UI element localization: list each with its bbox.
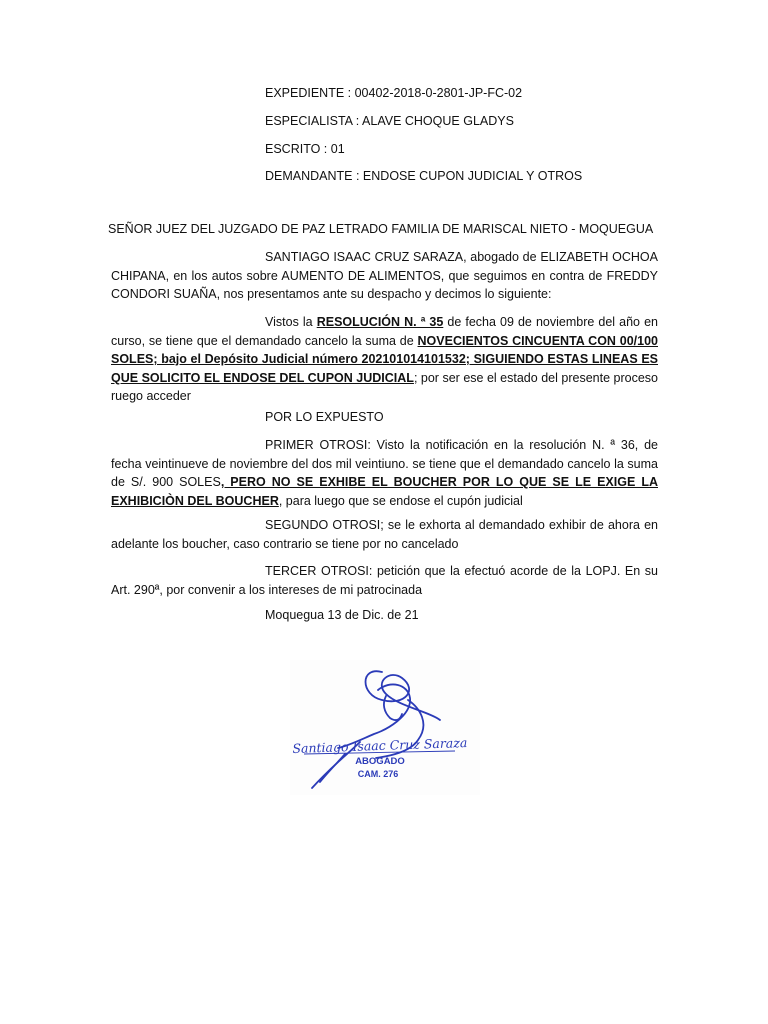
primer-otrosi-paragraph: [111, 436, 658, 510]
vistos-paragraph: [111, 313, 658, 406]
tercer-otrosi-text: TERCER OTROSI: petición que la efectuó acorde de la LOPJ. En su Art. 290ª, por convenir a los intereses de mi patrocinada: [111, 564, 658, 597]
intro-paragraph: [111, 248, 658, 304]
primer-otrosi-text-1: PRIMER OTROSI: Visto la notificación en la resolución N. ª 36, de fecha veintinueve de noviembre del dos mil veintiuno. se tiene que el demandado cancelo la suma de S/. 900 SOLES: [111, 438, 658, 489]
stamp-reg: CAM. 276: [357, 769, 399, 779]
segundo-otrosi-paragraph: [111, 516, 658, 553]
date-line: Moquegua 13 de Dic. de 21: [265, 608, 419, 622]
vistos-text-1: Vistos la: [265, 315, 317, 329]
tercer-otrosi-paragraph: [111, 562, 658, 599]
segundo-otrosi-text: SEGUNDO OTROSI; se le exhorta al demandado exhibir de ahora en adelante los boucher, caso contrario se tiene por no cancelado: [111, 518, 658, 551]
primer-otrosi-text-2: , para luego que se endose el cupón judicial: [278, 493, 523, 508]
stamp-name: Santiago Isaac Cruz Saraza: [292, 734, 468, 757]
intro-text: SANTIAGO ISAAC CRUZ SARAZA, abogado de ELIZABETH OCHOA CHIPANA, en los autos sobre AUMENTO DE ALIMENTOS, que seguimos en contra de FREDDY CONDORI SUAÑA, nos presentamos ante su despacho y decimos lo siguiente:: [111, 250, 658, 301]
addressee-line: SEÑOR JUEZ DEL JUZGADO DE PAZ LETRADO FAMILIA DE MARISCAL NIETO - MOQUEGUA: [108, 222, 654, 236]
expediente-line: EXPEDIENTE : 00402-2018-0-2801-JP-FC-02: [265, 86, 523, 100]
especialista-line: ESPECIALISTA : ALAVE CHOQUE GLADYS: [265, 114, 514, 128]
deposit-emphasis: NOVECIENTOS CINCUENTA CON 00/100 SOLES; bajo el Depósito Judicial número 202101014101532; SIGUIENDO ESTAS LINEAS ES QUE SOLICITO EL ENDOSE DEL CUPON JUDICIAL: [111, 333, 658, 385]
escrito-line: ESCRITO : 01: [265, 142, 345, 156]
boucher-emphasis: , PERO NO SE EXHIBE EL BOUCHER POR LO QUE SE LE EXIGE LA EXHIBICIÒN DEL BOUCHER: [111, 475, 658, 508]
resolucion-35-ref: RESOLUCIÓN N. ª 35: [316, 315, 444, 329]
vistos-text-3: ; por ser ese el estado del presente proceso ruego acceder: [111, 370, 658, 403]
demandante-line: DEMANDANTE : ENDOSE CUPON JUDICIAL Y OTROS: [265, 169, 583, 183]
stamp-title: ABOGADO: [355, 756, 405, 767]
vistos-text-2: de fecha 09 de noviembre del año en curso, se tiene que el demandado cancelo la suma de: [111, 315, 658, 348]
por-lo-expuesto: POR LO EXPUESTO: [265, 410, 384, 424]
signature-stamp: [290, 660, 480, 795]
